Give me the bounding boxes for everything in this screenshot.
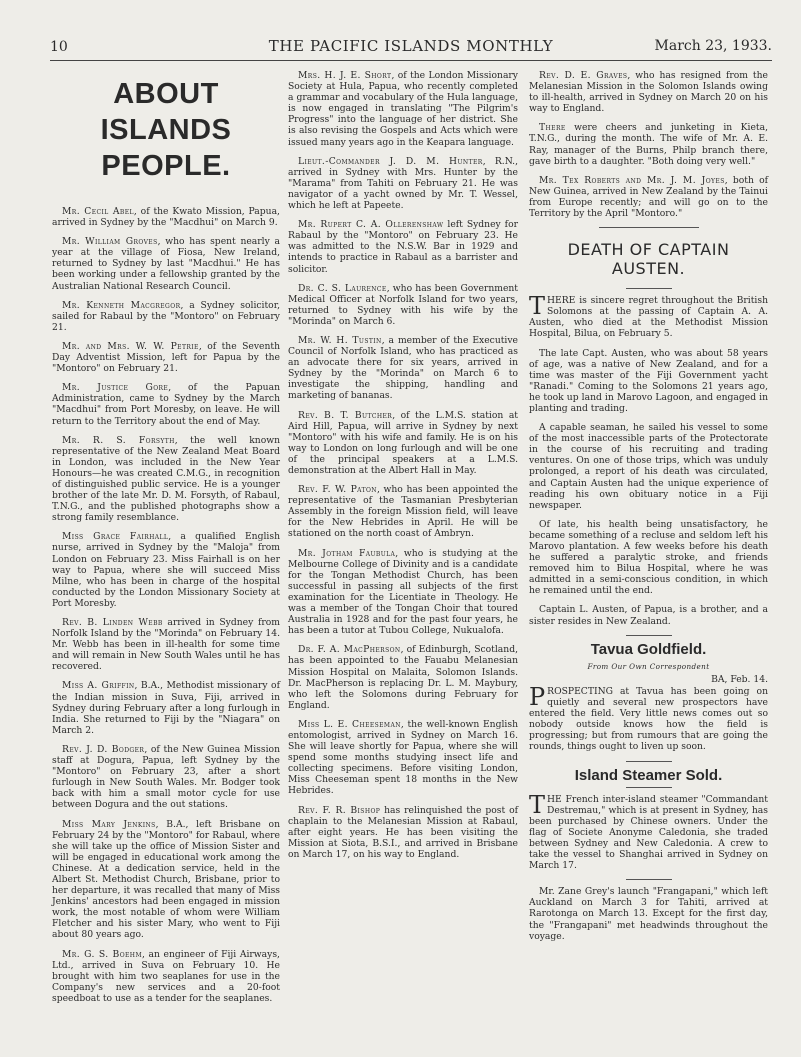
news-item — [288, 484, 518, 539]
item-text: , the well-known English entomologist, arrived in Sydney on March 16. She will leave shortly for Papua, where she will spend some months studying insect life and collecting specimens. Before visiting London, Miss Cheeseman spent 18 months in the New Hebrides. — [288, 718, 518, 797]
news-item — [288, 335, 518, 402]
item-text: , a qualified English nurse, arrived in Sydney by the "Maloja" from London on February 23. Miss Fairhall is on her way to Papua, where she will succeed Miss Milne, who has been in charge of the hospital conducted by the London Missionary Society at Port Moresby. — [52, 531, 280, 609]
section-title: ABOUT ISLANDS PEOPLE. — [100, 78, 232, 182]
news-item — [52, 300, 280, 333]
tavua-article-body: PROSPECTING at Tavua has been going on quietly and several new prospectors have entered the field. Very little news comes out so nobody outside knows how the field is progressing; but from rumours that are going the rounds, things ought to liven up soon. — [529, 682, 768, 753]
header-rule — [50, 60, 772, 61]
person-name: Mr. Rupert C. A. Ollerenshaw — [298, 219, 444, 231]
item-text: , of the Papuan Administration, came to Sydney by the March "Macdhui" from Port Moresby, on leave. He will return to the Territory about the end of May. — [52, 382, 280, 427]
person-name: Mr. G. S. Boehm — [62, 948, 142, 960]
tavua-article-title: Tavua Goldfield. — [590, 640, 707, 658]
divider — [599, 227, 699, 228]
drop-cap: P — [529, 682, 546, 711]
item-text: , who has spent nearly a year at the village of Fiosa, New Ireland, returned to Sydney by last "Macdhui." He has been working under a fellowship granted by the Australian National Research Council. — [52, 236, 280, 292]
drop-cap: T — [529, 292, 546, 321]
news-item — [529, 122, 768, 166]
person-name: Rev. B. T. Butcher — [298, 409, 393, 421]
person-name: Rev. J. D. Bodger — [62, 743, 145, 755]
item-text: left Sydney for Rabaul by the "Montoro" on February 23. He was admitted to the N.S.W. Bar in 1929 and intends to practice in Rabaul as a barrister and solicitor. — [288, 219, 518, 275]
divider — [626, 635, 672, 636]
death-article-paragraph: A capable seaman, he sailed his vessel to some of the most inaccessible parts of the Protectorate in the course of his recruiting and trading ventures. On one of those trips, which was unduly prolonged, a report of his death was circulated, and Captain Austen had the unique experience of reading his own obituary notice in a Fiji newspaper. — [529, 422, 768, 511]
news-item — [288, 410, 518, 477]
news-item — [529, 175, 768, 219]
person-name: Miss Grace Fairhall — [62, 531, 169, 543]
person-name: Lieut.-Commander J. D. M. Hunter — [298, 155, 483, 167]
person-name: Mr. Tex Roberts and Mr. J. M. Joyes — [539, 174, 725, 186]
news-item — [52, 341, 280, 374]
death-article-paragraph: Of late, his health being unsatisfactory, he became something of a recluse and seldom left his Marovo plantation. A few weeks before his death he suffered a paralytic stroke, and friends removed him to Bilua Hospital, where he was admitted in a semi-conscious condition, in which he remained until the end. — [529, 518, 768, 597]
item-text: , a Sydney solicitor, sailed for Rabaul by the "Montoro" on February 21. — [52, 299, 280, 333]
news-item — [288, 156, 518, 211]
item-text: , a member of the Executive Council of Norfolk Island, who has practiced as an advocate there for six years, arrived in Sydney by the "Morinda" on March 6 to investigate the shipping, handling and marketing of bananas. — [288, 334, 518, 402]
item-text: , of the Kwato Mission, Papua, arrived in Sydney by the "Macdhui" on March 9. — [52, 206, 280, 229]
news-item — [52, 617, 280, 672]
item-text: , who has resigned from the Melanesian Mission in the Solomon Islands owing to ill-health, arrived in Sydney on March 20 on his way to England. — [529, 70, 768, 115]
item-text: , of the New Guinea Mission staff at Dogura, Papua, left Sydney by the "Montoro" on February 23, after a short furlough in New South Wales. Mr. Bodger took back with him a small motor cycle for use between Dogura and the out stations. — [52, 743, 281, 811]
issue-date: March 23, 1933. — [654, 38, 772, 54]
item-text: arrived in Sydney from Norfolk Island by the "Morinda" on February 14. Mr. Webb has been in ill-health for some time and will remain in New South Wales until he has recovered. — [52, 617, 280, 673]
news-item — [288, 548, 518, 637]
item-text: , the well known representative of the New Zealand Meat Board in London, was included in the New Year Honours—he was created C.M.G., in recognition of distinguished public service. He is a younger brother of the late Mr. D. M. Forsyth, of Rabaul, T.N.G., and the published photographs show a strong family resemblance. — [52, 434, 281, 524]
news-item — [288, 219, 518, 274]
death-article-lead: THERE is sincere regret throughout the British Solomons at the passing of Captain A. A. Austen, who died at the Methodist Mission Hospital, Bilua, on February 5. — [529, 292, 768, 340]
person-name: Mrs. H. J. E. Short — [298, 70, 392, 81]
news-item — [52, 680, 280, 735]
death-article-paragraph: The late Capt. Austen, who was about 58 years of age, was a native of New Zealand, and for a time was master of the Fiji Government yacht "Ranadi." Coming to the Solomons 21 years ago, he took up land in Marovo Lagoon, and engaged in planting and trading. — [529, 347, 768, 414]
drop-cap: T — [529, 790, 546, 819]
news-item — [288, 805, 518, 860]
item-text: , of the London Missionary Society at Hula, Papua, who recently completed a grammar and vocabulary of the Hula language, is now engaged in translating "The Pilgrim's Progress" into the language of her district. She is also revising the Gospels and Acts which were issued many years ago in the Keapara language. — [288, 70, 519, 148]
news-item — [52, 206, 280, 228]
news-item — [52, 435, 280, 524]
news-item — [52, 949, 280, 1004]
person-name: Dr. C. S. Laurence — [298, 282, 387, 294]
item-text: were cheers and junketing in Kieta, T.N.G., during the month. The wife of Mr. A. E. Ray, manager of the Burns, Philp branch there, gave birth to a daughter. "Both doing very well." — [529, 122, 768, 167]
item-text: , both of New Guinea, arrived in New Zealand by the Tainui from Europe recently; and will go on to the Territory by the April "Montoro." — [529, 174, 768, 220]
person-name: Miss Mary Jenkins — [62, 818, 156, 830]
person-name: Mr. and Mrs. W. W. Petrie — [62, 340, 199, 352]
item-text: , of Edinburgh, Scotland, has been appointed to the Fauabu Melanesian Mission Hospital on Malaita, Solomon Islands. Dr. MacPherson is replacing Dr. L. M. Maybury, who left the Solomons during February for England. — [288, 644, 519, 711]
item-text: , who has been appointed the representative of the Tasmanian Presbyterian Assembly in the foreign Mission field, will leave for the New Hebrides in April. He will be stationed on the north coast of Ambryn. — [288, 484, 518, 540]
person-name: Rev. D. E. Graves — [539, 70, 628, 81]
divider — [626, 787, 672, 788]
news-item — [288, 283, 518, 327]
launch-paragraph: Mr. Zane Grey's launch "Frangapani," which left Auckland on March 3 for Tahiti, arrived at Rarotonga on March 13. Except for the first day, the "Frangapani" met headwinds throughout the voyage. — [529, 886, 768, 942]
item-text: , B.A., Methodist missionary of the Indian mission in Suva, Fiji, arrived in Sydney during February after a long furlough in India. She returned to Fiji by the "Niagara" on March 2. — [52, 680, 280, 736]
divider — [626, 879, 672, 880]
item-text: , an engineer of Fiji Airways, Ltd., arrived in Suva on February 10. He brought with him two seaplanes for use in the Company's new services and a 20-foot speedboat to use as a tender for the seaplanes. — [52, 948, 280, 1004]
person-name: Mr. William Groves — [62, 236, 158, 248]
news-item — [529, 70, 768, 114]
person-name: Rev. B. Linden Webb — [62, 617, 163, 628]
page-header — [50, 36, 772, 58]
item-text: , B.A., left Brisbane on February 24 by the "Montoro" for Rabaul, where she will take up the office of Mission Sister and will be engaged in educational work among the Chinese. At a dedication service, held in the Albert St. Methodist Church, Brisbane, prior to her departure, it was recalled that many of Miss Jenkins' ancestors had been engaged in mission work, the most notable of whom were William Fletcher and his sister Mary, who went to Fiji about 80 years ago. — [52, 818, 280, 941]
tavua-dateline: BA, Feb. 14. — [711, 673, 768, 685]
person-name: There — [539, 122, 566, 134]
death-article-paragraph: Captain L. Austen, of Papua, is a brother, and a sister resides in New Zealand. — [529, 604, 768, 627]
person-name: Miss L. E. Cheeseman — [298, 718, 401, 730]
news-item — [52, 819, 280, 941]
person-name: Rev. F. R. Bishop — [298, 804, 381, 816]
news-item — [288, 70, 518, 148]
divider — [626, 288, 672, 289]
item-text: , who is studying at the Melbourne College of Divinity and is a candidate for the Tongan Methodist Church, has been successful in passing all subjects of the first examination for the Licentiate in Theology. He was a member of the Tongan Choir that toured Australia in 1928 and for the past four years, he has been a tutor at Tubou College, Nukualofa. — [288, 547, 518, 637]
correspondent-byline: From Our Own Correspondent — [587, 661, 710, 671]
person-name: Dr. F. A. MacPherson — [298, 644, 401, 656]
item-text: , who has been Government Medical Officer at Norfolk Island for two years, returned to Sydney with his wife by the "Morinda" on March 6. — [288, 282, 519, 327]
news-item — [52, 236, 280, 291]
person-name: Mr. R. S. Forsyth — [62, 434, 175, 446]
person-name: Mr. Cecil Abel — [62, 206, 134, 217]
column-1-items — [52, 206, 280, 1004]
item-text: has relinquished the post of chaplain to the Melanesian Mission at Rabaul, after eight years. He has been visiting the Mission at Siota, B.S.I., and arrived in Brisbane on March 17, on his way to England. — [288, 804, 518, 860]
news-item — [52, 531, 280, 609]
steamer-article-body: THE French inter-island steamer "Commandant Destremau," which is at present in Sydney, has been purchased by Chinese owners. Under the flag of Societe Anonyme Caledonia, she traded between Sydney and New Caledonia. A crew to take the vessel to Shanghai arrived in Sydney on March 17. — [529, 790, 768, 872]
person-name: Mr. Justice Gore — [62, 382, 169, 394]
news-item — [52, 382, 280, 426]
column-2-items — [288, 70, 518, 860]
person-name: Mr. Kenneth Macgregor — [62, 299, 181, 311]
news-item — [288, 719, 518, 797]
column-3-items — [529, 70, 768, 219]
column-1 — [52, 70, 280, 1012]
person-name: Mr. W. H. Tustin — [298, 334, 382, 346]
person-name: Mr. Jotham Faubula — [298, 547, 396, 559]
steamer-article-title: Island Steamer Sold. — [574, 766, 723, 784]
death-article-title: DEATH OF CAPTAIN AUSTEN. — [567, 240, 730, 279]
masthead: THE PACIFIC ISLANDS MONTHLY — [268, 37, 554, 55]
column-3 — [529, 70, 768, 950]
divider — [626, 761, 672, 762]
page-number: 10 — [50, 39, 68, 55]
person-name: Rev. F. W. Paton — [298, 484, 377, 496]
item-text: , of the L.M.S. station at Aird Hill, Papua, will arrive in Sydney by next "Montoro" with his wife and family. He is on his way to London on long furlough and will be one of the principal speakers at a L.M.S. demonstration at the Albert Hall in May. — [288, 409, 518, 476]
item-text: , of the Seventh Day Adventist Mission, left for Papua by the "Montoro" on February 21. — [52, 340, 281, 375]
news-item — [52, 744, 280, 811]
news-item — [288, 644, 518, 711]
person-name: Miss A. Griffin — [62, 680, 135, 692]
column-2 — [288, 70, 518, 868]
item-text: , R.N., arrived in Sydney with Mrs. Hunter by the "Marama" from Tahiti on February 21. He was navigator of a yacht owned by Mr. T. Wessel, which he left at Papeete. — [288, 155, 518, 212]
